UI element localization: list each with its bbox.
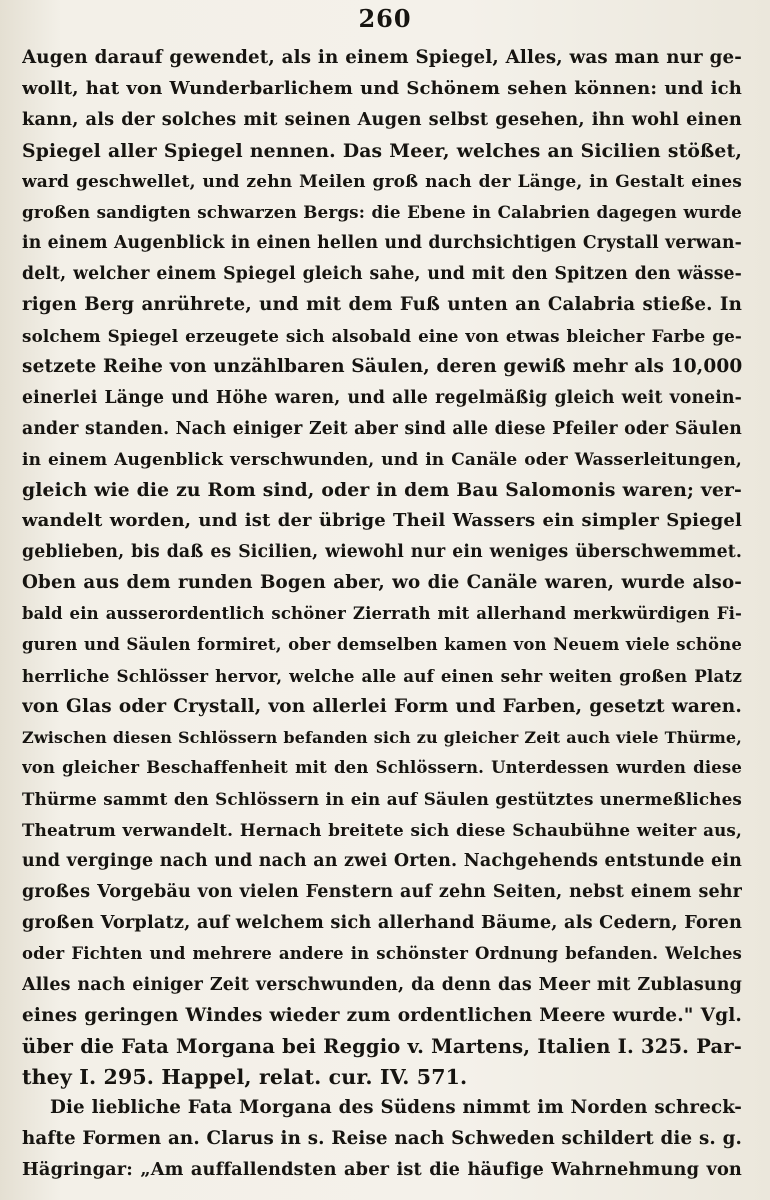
- text-line: bald ein ausserordentlich schöner Zierrath mit allerhand merkwürdigen Fi-: [22, 604, 742, 624]
- text-line: großen sandigten schwarzen Bergs: die Ebene in Calabrien dagegen wurde: [22, 202, 742, 223]
- text-line: in einem Augenblick in einen hellen und durchsichtigen Crystall verwan-: [22, 233, 742, 254]
- text-line: they I. 295. Happel, relat. cur. IV. 571.: [22, 1065, 468, 1090]
- text-line: kann, als der solches mit seinen Augen selbst gesehen, ihn wohl einen: [22, 108, 742, 130]
- text-line: Theatrum verwandelt. Hernach breitete sich diese Schaubühne weiter aus,: [22, 820, 742, 841]
- text-line: großes Vorgebäu von vielen Fenstern auf zehn Seiten, nebst einem sehr: [22, 882, 742, 903]
- text-line: geblieben, bis daß es Sicilien, wiewohl nur ein weniges überschwemmet.: [22, 542, 742, 563]
- body-text: [22, 43, 742, 1186]
- text-line: setzete Reihe von unzählbaren Säulen, deren gewiß mehr als 10,000: [22, 355, 742, 377]
- text-line: Oben aus dem runden Bogen aber, wo die Canäle waren, wurde also-: [22, 572, 742, 594]
- text-line: ander standen. Nach einiger Zeit aber sind alle diese Pfeiler oder Säulen: [22, 418, 742, 439]
- text-line: Alles nach einiger Zeit verschwunden, da denn das Meer mit Zublasung: [22, 974, 742, 995]
- text-line: einerlei Länge und Höhe waren, und alle regelmäßig gleich weit vonein-: [22, 387, 742, 408]
- text-line: rigen Berg anrührete, und mit dem Fuß unten an Calabria stieße. In: [22, 294, 742, 316]
- text-line: Augen darauf gewendet, als in einem Spiegel, Alles, was man nur ge-: [22, 47, 742, 68]
- text-line: über die Fata Morgana bei Reggio v. Martens, Italien I. 325. Par-: [22, 1034, 742, 1058]
- text-line: oder Fichten und mehrere andere in schönster Ordnung befanden. Welches: [22, 943, 742, 963]
- text-line: ward geschwellet, und zehn Meilen groß nach der Länge, in Gestalt eines: [22, 171, 742, 192]
- text-line: in einem Augenblick verschwunden, und in Canäle oder Wasserleitungen,: [22, 449, 742, 470]
- text-line: gleich wie die zu Rom sind, oder in dem Bau Salomonis waren; ver-: [22, 479, 742, 502]
- text-line: hafte Formen an. Clarus in s. Reise nach Schweden schildert die s. g.: [22, 1128, 742, 1150]
- text-line: wandelt worden, und ist der übrige Theil Wassers ein simpler Spiegel: [22, 510, 742, 532]
- text-line: von gleicher Beschaffenheit mit den Schlössern. Unterdessen wurden diese: [22, 758, 742, 778]
- text-line: großen Vorplatz, auf welchem sich allerhand Bäume, als Cedern, Foren: [22, 911, 742, 933]
- text-line: Die liebliche Fata Morgana des Südens nimmt im Norden schreck-: [50, 1097, 742, 1119]
- page-number: 260: [358, 4, 412, 33]
- text-line: und verginge nach und nach an zwei Orten. Nachgehends entstunde ein: [22, 851, 742, 872]
- text-line: guren und Säulen formiret, ober demselben kamen von Neuem viele schöne: [22, 634, 742, 654]
- text-line: von Glas oder Crystall, von allerlei Form und Farben, gesetzt waren.: [22, 695, 742, 717]
- text-line: Thürme sammt den Schlössern in ein auf Säulen gestütztes unermeßliches: [22, 789, 742, 810]
- text-line: herrliche Schlösser hervor, welche alle auf einen sehr weiten großen Platz: [22, 665, 742, 686]
- text-line: Zwischen diesen Schlössern befanden sich zu gleicher Zeit auch viele Thürme,: [22, 727, 742, 747]
- text-line: delt, welcher einem Spiegel gleich sahe, und mit den Spitzen den wässe-: [22, 264, 742, 285]
- text-line: Spiegel aller Spiegel nennen. Das Meer, welches an Sicilien stößet,: [22, 139, 742, 162]
- text-line: wollt, hat von Wunderbarlichem und Schönem sehen können: und ich: [22, 77, 742, 99]
- text-line: Hägringar: „Am auffallendsten aber ist die häufige Wahrnehmung von: [22, 1159, 742, 1181]
- text-line: eines geringen Windes wieder zum ordentlichen Meere wurde." Vgl.: [22, 1004, 742, 1026]
- text-line: solchem Spiegel erzeugete sich alsobald eine von etwas bleicher Farbe ge-: [22, 326, 742, 347]
